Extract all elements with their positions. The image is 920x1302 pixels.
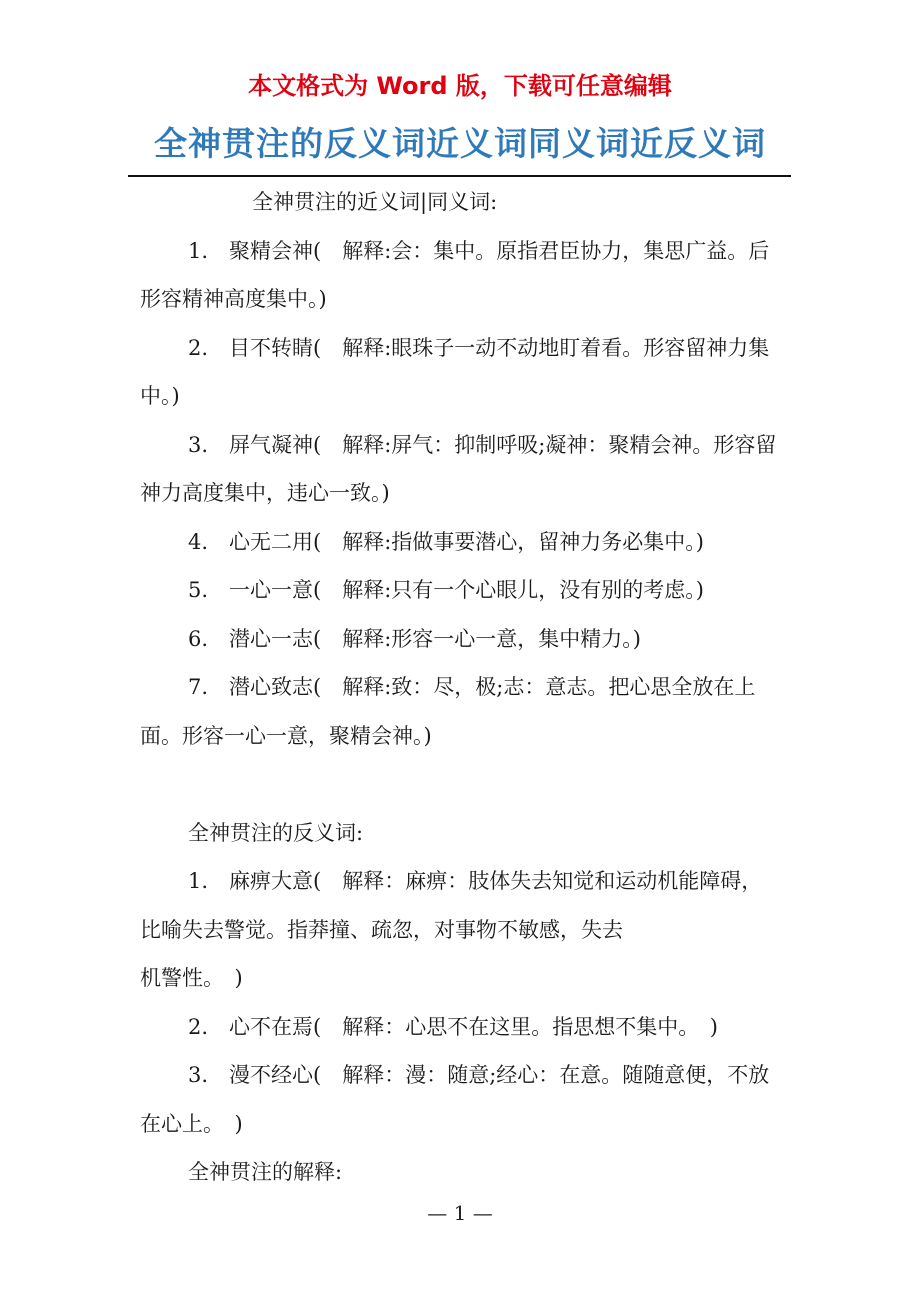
antonym-item: 2. 心不在焉( 解释：心思不在这里。指思想不集中。 )	[188, 1014, 718, 1039]
antonyms-heading: 全神贯注的反义词:	[188, 820, 364, 845]
synonym-item: 2. 目不转睛( 解释:眼珠子一动不动地盯着看。形容留神力集中。)	[140, 335, 770, 408]
synonym-item: 4. 心无二用( 解释:指做事要潜心，留神力务必集中。)	[188, 529, 704, 554]
antonym-item: 3. 漫不经心( 解释：漫：随意;经心：在意。随随意便，不放在心上。 )	[140, 1063, 770, 1136]
antonym-item: 1. 麻痹大意( 解释：麻痹：肢体失去知觉和运动机能障碍，比喻失去警觉。指莽撞、疏忽，对事物不敏感，失去	[140, 869, 763, 942]
synonym-item: 7. 潜心致志( 解释:致：尽，极;志：意志。把心思全放在上面。形容一心一意，聚精会神。)	[140, 675, 756, 748]
document-title: 全神贯注的反义词近义词同义词近反义词	[154, 124, 766, 163]
section-spacer	[140, 760, 782, 809]
synonyms-heading: 全神贯注的近义词|同义词:	[252, 190, 498, 214]
synonym-item: 6. 潜心一志( 解释:形容一心一意，集中精力。)	[188, 626, 641, 651]
synonym-item: 3. 屏气凝神( 解释:屏气：抑制呼吸;凝神：聚精会神。形容留神力高度集中，违心一致。)	[140, 432, 777, 505]
format-banner: 本文格式为 Word 版，下载可任意编辑	[248, 72, 672, 100]
antonym-item-continuation: 机警性。 )	[140, 966, 243, 990]
meaning-heading: 全神贯注的解释:	[188, 1160, 343, 1184]
document-body	[140, 178, 782, 1197]
synonym-item: 1. 聚精会神( 解释:会：集中。原指君臣协力，集思广益。后形容精神高度集中。)	[140, 238, 770, 311]
page-number: — 1 —	[427, 1201, 493, 1225]
title-divider	[128, 175, 791, 177]
synonym-item: 5. 一心一意( 解释:只有一个心眼儿，没有别的考虑。)	[188, 578, 704, 602]
